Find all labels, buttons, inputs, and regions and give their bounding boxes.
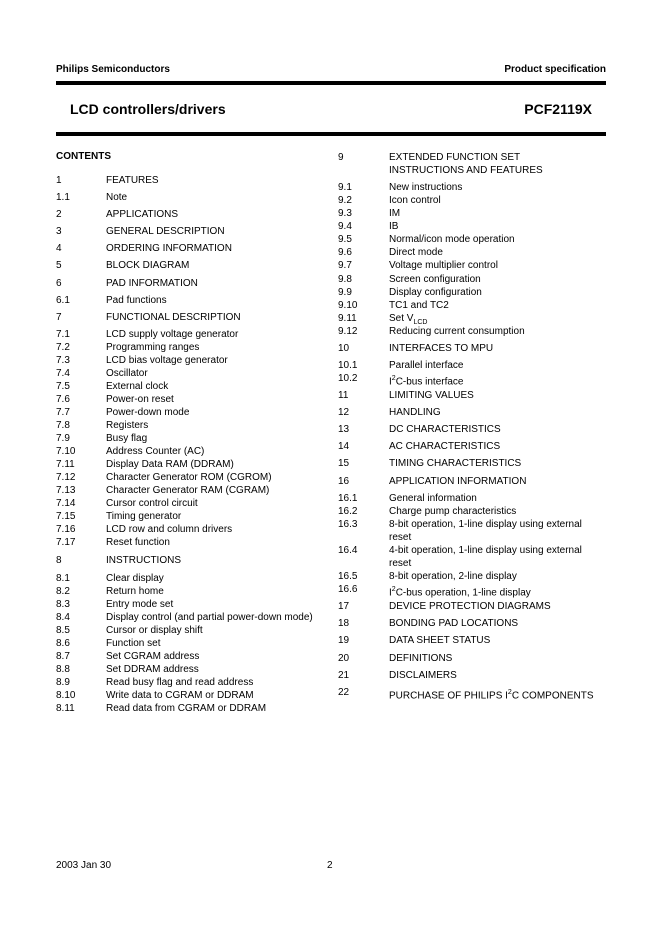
toc-entry-number: 9.1 (338, 182, 352, 193)
toc-entry-title: ORDERING INFORMATION (106, 243, 232, 254)
toc-entry-number: 10 (338, 343, 350, 354)
toc-entry-title: New instructions (389, 182, 463, 193)
toc-entry-number: 8.8 (56, 664, 70, 675)
header-rule-top (56, 81, 606, 85)
toc-entry-title: FUNCTIONAL DESCRIPTION (106, 312, 241, 323)
toc-entry-number: 7.4 (56, 368, 70, 379)
toc-entry-title: TIMING CHARACTERISTICS (389, 458, 522, 469)
toc-entry-title: Set DDRAM address (106, 664, 199, 675)
toc-entry-number: 7.7 (56, 407, 70, 418)
toc-entry-title: External clock (106, 381, 169, 392)
toc-entry-title: DC CHARACTERISTICS (389, 424, 501, 435)
toc-entry-title: INTERFACES TO MPU (389, 343, 494, 354)
toc-entry-number: 16.1 (338, 493, 358, 504)
toc-entry-number: 9.11 (338, 313, 357, 324)
toc-entry-number: 1 (56, 175, 62, 186)
toc-entry-title: Programming ranges (106, 342, 200, 353)
toc-entry-title: BLOCK DIAGRAM (106, 260, 190, 271)
toc-entry-number: 16.3 (338, 519, 358, 530)
toc-entry-title: Reducing current consumption (389, 326, 525, 337)
toc-entry-number: 12 (338, 407, 350, 418)
toc-entry-title: DEFINITIONS (389, 653, 453, 664)
toc-entry-number: 8.1 (56, 573, 70, 584)
toc-entry-title: LIMITING VALUES (389, 390, 474, 401)
toc-entry-title: Charge pump characteristics (389, 506, 517, 517)
toc-entry-number: 9.8 (338, 274, 352, 285)
toc-entry-number: 8.4 (56, 612, 70, 623)
toc-entry-title: EXTENDED FUNCTION SET INSTRUCTIONS AND FEATURES (389, 152, 543, 176)
toc-entry-number: 1.1 (56, 192, 70, 203)
toc-entry-number: 14 (338, 441, 350, 452)
toc-entry-title: LCD row and column drivers (106, 524, 233, 535)
toc-entry-title: AC CHARACTERISTICS (389, 441, 501, 452)
toc-entry-number: 9.12 (338, 326, 358, 337)
toc-entry-title: Registers (106, 420, 149, 431)
toc-entry-title: Parallel interface (389, 360, 464, 371)
toc-entry-title: Return home (106, 586, 164, 597)
toc-entry-number: 7.3 (56, 355, 70, 366)
toc-entry-number: 7 (56, 312, 62, 323)
toc-entry-title: DEVICE PROTECTION DIAGRAMS (389, 601, 551, 612)
toc-entry-number: 9.9 (338, 287, 352, 298)
toc-entry-title: Display control (and partial power-down mode) (106, 612, 313, 623)
toc-entry-title: Timing generator (106, 511, 182, 522)
toc-entry-number: 15 (338, 458, 350, 469)
toc-entry-number: 9 (338, 152, 344, 163)
contents-heading: CONTENTS (56, 151, 111, 162)
toc-entry-number: 8.9 (56, 677, 70, 688)
toc-entry-title: Direct mode (389, 247, 443, 258)
toc-entry-title: Pad functions (106, 295, 167, 306)
toc-entry-number: 8.6 (56, 638, 70, 649)
toc-entry-number: 9.3 (338, 208, 352, 219)
toc-entry-number: 7.11 (56, 459, 75, 470)
toc-entry-number: 7.16 (56, 524, 76, 535)
toc-entry-number: 20 (338, 653, 350, 664)
toc-entry-number: 9.4 (338, 221, 352, 232)
toc-entry-number: 16.6 (338, 584, 358, 595)
document-type: Product specification (504, 64, 606, 75)
toc-entry-number: 9.5 (338, 234, 352, 245)
toc-entry-number: 3 (56, 226, 62, 237)
toc-entry-title: DATA SHEET STATUS (389, 635, 491, 646)
toc-entry-number: 22 (338, 687, 350, 698)
toc-entry-number: 16.4 (338, 545, 358, 556)
toc-entry-number: 8.11 (56, 703, 75, 714)
toc-entry-title: APPLICATION INFORMATION (389, 476, 527, 487)
toc-entry-number: 7.6 (56, 394, 70, 405)
toc-entry-number: 7.17 (56, 537, 76, 548)
toc-entry-title: Cursor control circuit (106, 498, 198, 509)
toc-entry-number: 21 (338, 670, 350, 681)
footer-date: 2003 Jan 30 (56, 860, 112, 871)
toc-entry-number: 8.3 (56, 599, 70, 610)
toc-entry-number: 11 (338, 390, 349, 401)
toc-entry-number: 17 (338, 601, 350, 612)
toc-entry-number: 6 (56, 278, 62, 289)
toc-entry-number: 13 (338, 424, 350, 435)
toc-entry-title: LCD bias voltage generator (106, 355, 228, 366)
toc-entry-number: 7.14 (56, 498, 76, 509)
toc-entry-title: PURCHASE OF PHILIPS $I^2C$ COMPONENTS (389, 689, 594, 702)
toc-entry-number: 8 (56, 555, 62, 566)
toc-entry-number: 8.7 (56, 651, 70, 662)
toc-entry-title: Set CGRAM address (106, 651, 200, 662)
toc-entry-title: Clear display (106, 573, 164, 584)
toc-entry-title: 8-bit operation, 1-line display using external reset (389, 519, 582, 543)
toc-entry-title: Oscillator (106, 368, 148, 379)
toc-entry-number: 4 (56, 243, 62, 254)
toc-entry-title: General information (389, 493, 477, 504)
toc-entry-title: Cursor or display shift (106, 625, 203, 636)
toc-entry-title: Power-down mode (106, 407, 190, 418)
toc-entry-number: 7.13 (56, 485, 76, 496)
toc-entry-number: 10.2 (338, 373, 358, 384)
toc-entry-title: FEATURES (106, 175, 159, 186)
toc-entry-number: 18 (338, 618, 350, 629)
toc-entry-number: 16.2 (338, 506, 358, 517)
toc-entry-title: IM (389, 208, 401, 219)
toc-entry-title: APPLICATIONS (106, 209, 179, 220)
toc-entry-title: Screen configuration (389, 274, 481, 285)
toc-entry-title: Character Generator ROM (CGROM) (106, 472, 272, 483)
toc-entry-number: 7.2 (56, 342, 70, 353)
footer-page-number: 2 (327, 860, 333, 871)
toc-entry-number: 6.1 (56, 295, 70, 306)
toc-entry-number: 9.2 (338, 195, 352, 206)
toc-entry-title: Address Counter (AC) (106, 446, 205, 457)
toc-entry-title: Normal/icon mode operation (389, 234, 515, 245)
toc-entry-title: $I^2C$-bus operation, 1-line display (389, 586, 531, 599)
toc-entry-number: 8.10 (56, 690, 76, 701)
toc-entry-title: 8-bit operation, 2-line display (389, 571, 517, 582)
company-name: Philips Semiconductors (56, 64, 170, 75)
toc-entry-number: 9.6 (338, 247, 352, 258)
toc-entry-title: BONDING PAD LOCATIONS (389, 618, 519, 629)
toc-entry-number: 7.12 (56, 472, 76, 483)
toc-entry-title: Note (106, 192, 128, 203)
toc-entry-title: 4-bit operation, 1-line display using external reset (389, 545, 582, 569)
toc-entry-title: Display Data RAM (DDRAM) (106, 459, 234, 470)
toc-entry-number: 7.15 (56, 511, 76, 522)
toc-entry-title: $I^2C$-bus interface (389, 375, 464, 388)
toc-entry-title: Entry mode set (106, 599, 174, 610)
toc-entry-number: 8.5 (56, 625, 70, 636)
toc-entry-number: 7.1 (56, 329, 70, 340)
toc-entry-number: 7.8 (56, 420, 70, 431)
toc-entry-title: DISCLAIMERS (389, 670, 457, 681)
toc-entry-number: 7.10 (56, 446, 76, 457)
toc-entry-title: Write data to CGRAM or DDRAM (106, 690, 254, 701)
toc-entry-title: Function set (106, 638, 161, 649)
toc-entry-number: 16 (338, 476, 350, 487)
toc-entry-title: INSTRUCTIONS (106, 555, 181, 566)
toc-entry-title: IB (389, 221, 399, 232)
part-number: PCF2119X (524, 101, 592, 117)
toc-entry-title: GENERAL DESCRIPTION (106, 226, 225, 237)
document-title: LCD controllers/drivers (70, 101, 226, 117)
toc-entry-title: Read data from CGRAM or DDRAM (106, 703, 267, 714)
toc-entry-number: 5 (56, 260, 62, 271)
toc-entry-title: Set $V_{LCD}$ (389, 313, 428, 326)
toc-entry-title: PAD INFORMATION (106, 278, 198, 289)
toc-entry-title: Icon control (389, 195, 441, 206)
header-rule-bottom (56, 132, 606, 136)
toc-entry-number: 2 (56, 209, 62, 220)
toc-entry-title: Character Generator RAM (CGRAM) (106, 485, 270, 496)
toc-entry-number: 10.1 (338, 360, 358, 371)
toc-entry-title: LCD supply voltage generator (106, 329, 239, 340)
toc-entry-title: HANDLING (389, 407, 441, 418)
toc-entry-title: Reset function (106, 537, 170, 548)
toc-entry-title: Read busy flag and read address (106, 677, 254, 688)
toc-entry-title: Power-on reset (106, 394, 174, 405)
toc-entry-number: 16.5 (338, 571, 358, 582)
toc-entry-number: 9.10 (338, 300, 358, 311)
toc-entry-title: Voltage multiplier control (389, 260, 498, 271)
toc-entry-number: 7.9 (56, 433, 70, 444)
toc-entry-number: 8.2 (56, 586, 70, 597)
toc-entry-number: 7.5 (56, 381, 70, 392)
toc-entry-title: TC1 and TC2 (389, 300, 449, 311)
toc-entry-title: Busy flag (106, 433, 148, 444)
toc-entry-number: 19 (338, 635, 350, 646)
toc-entry-title: Display configuration (389, 287, 482, 298)
toc-entry-number: 9.7 (338, 260, 352, 271)
